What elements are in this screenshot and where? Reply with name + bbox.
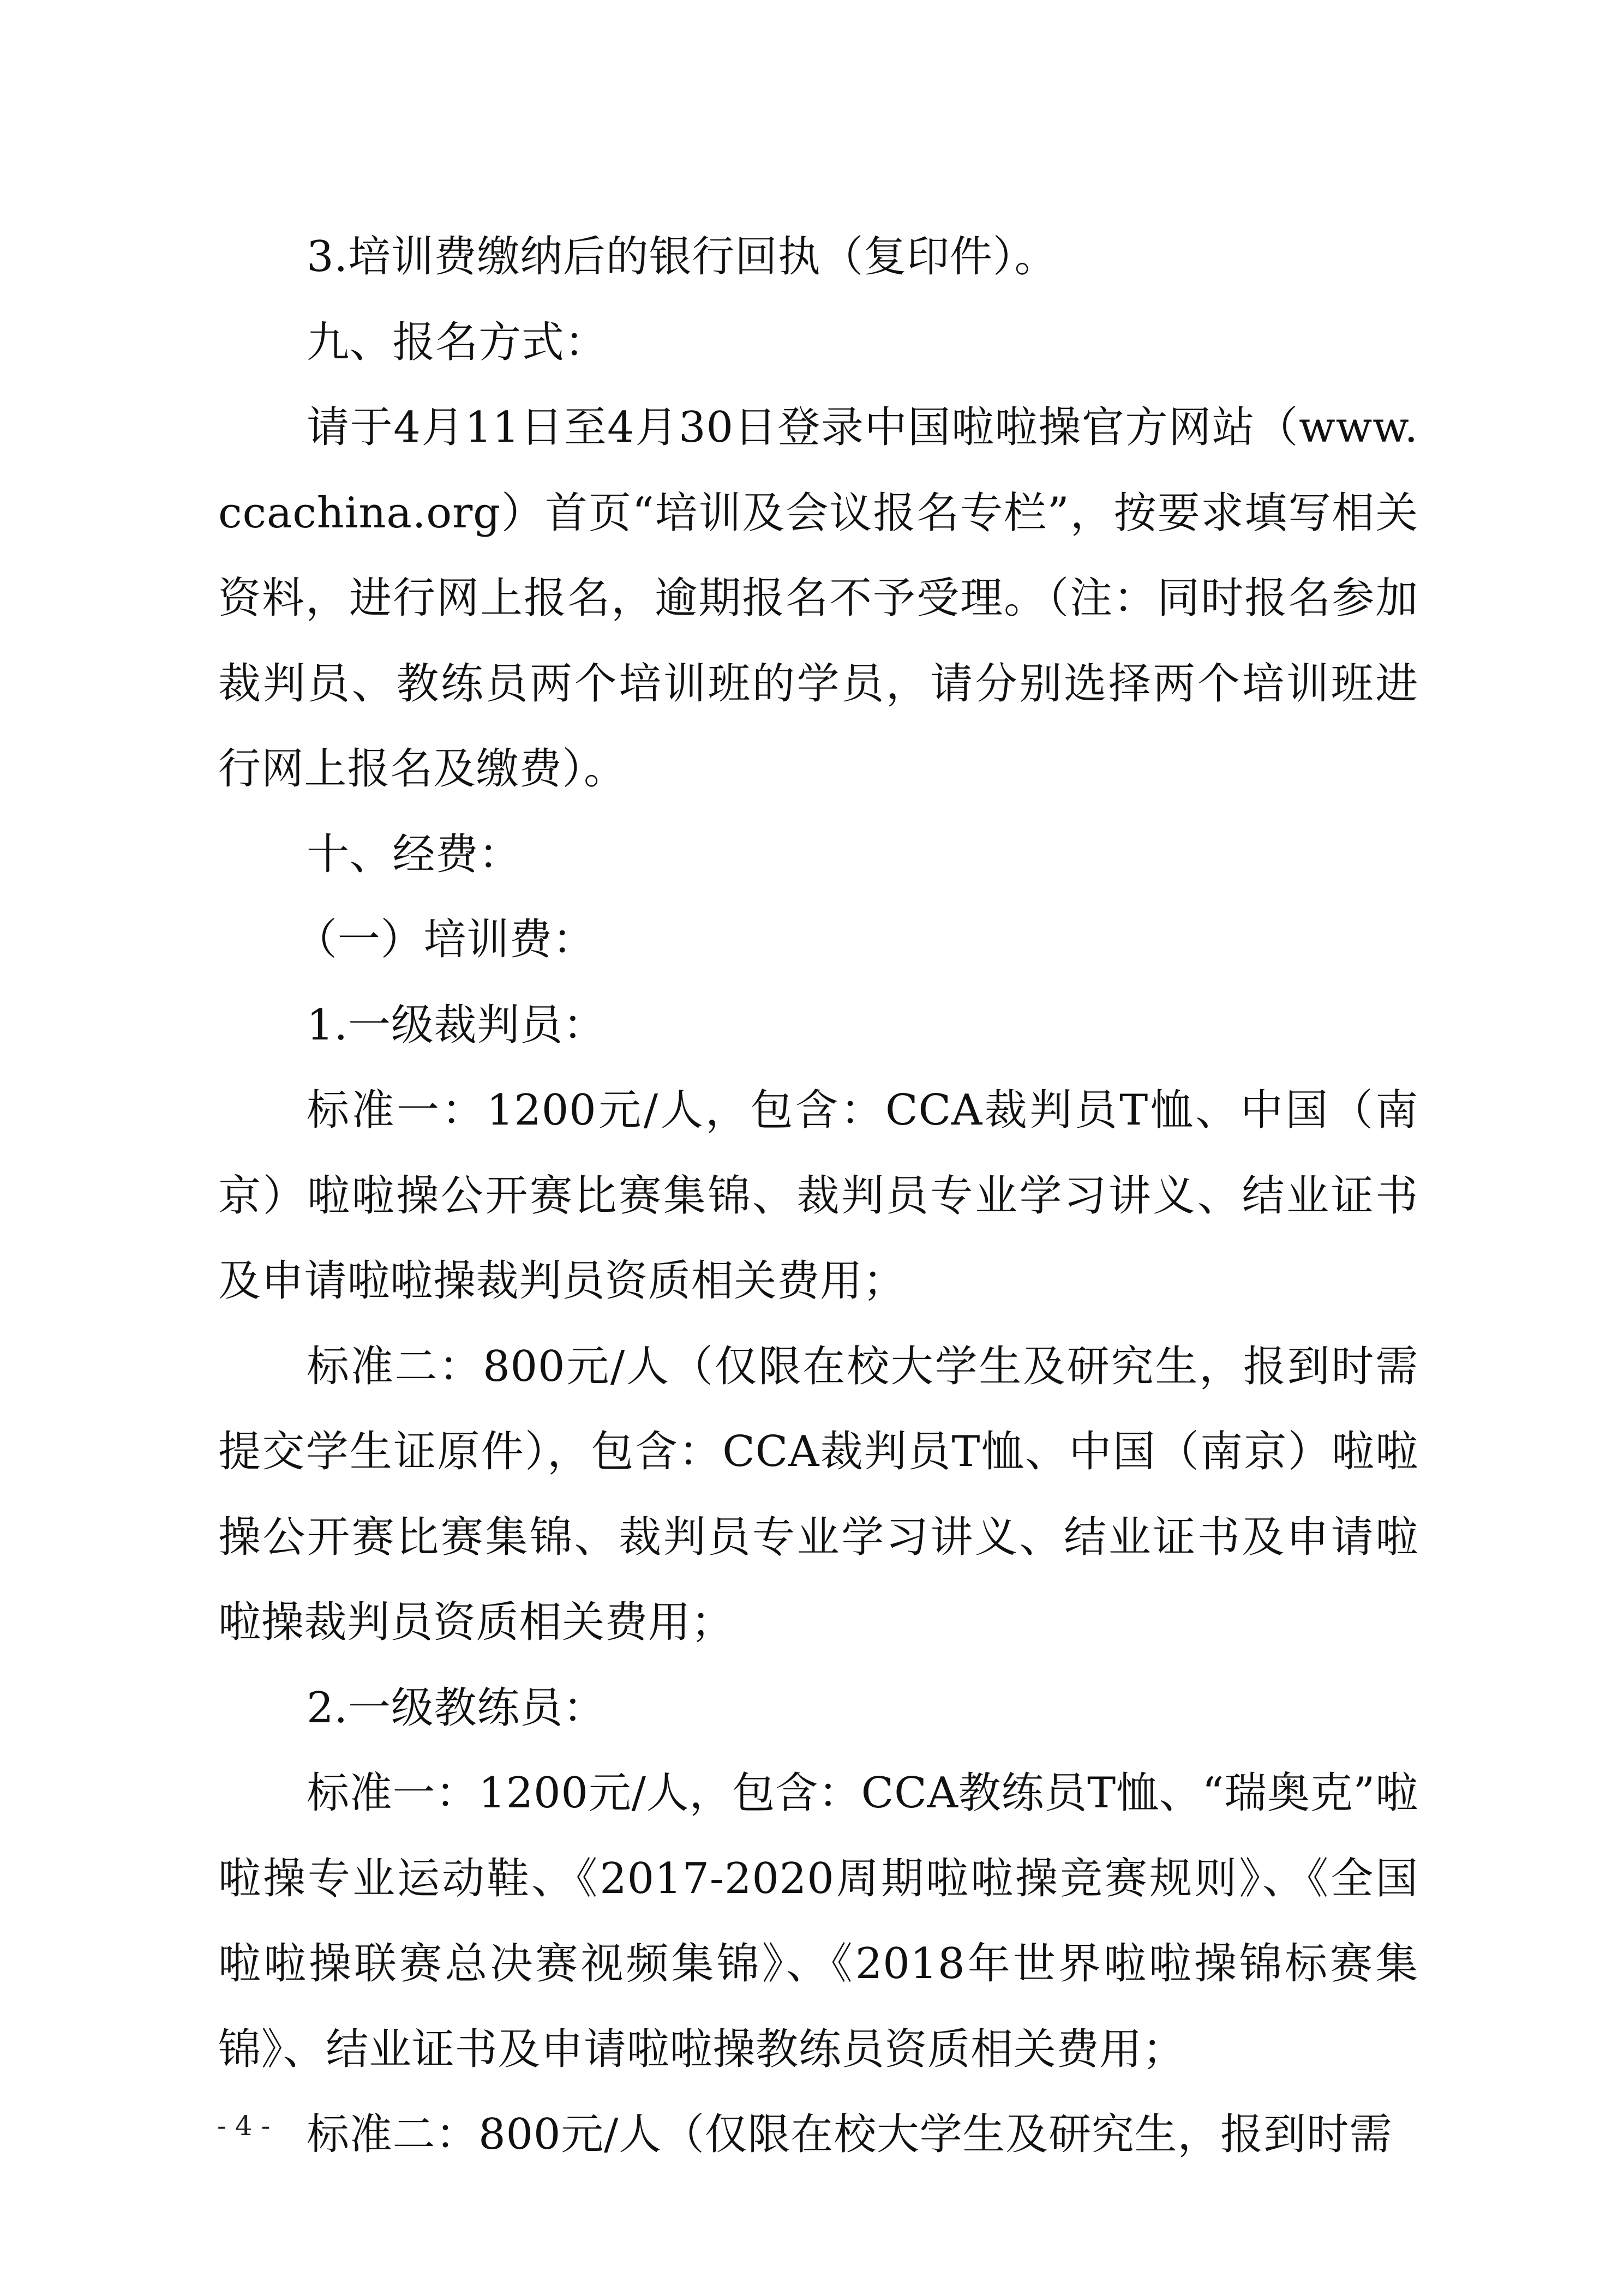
heading-registration-method: 九、报名方式： bbox=[307, 317, 608, 367]
paragraph-registration-details: 请于4月11日至4月30日登录中国啦啦操官方网站（www.ccachina.org）首页“培训及会议报名专栏”，按要求填写相关资料，进行网上报名，逾期报名不予受理。（注：同时报名参加裁判员、教练员两个培训班的学员，请分别选择两个培训班进行网上报名及缴费）。 bbox=[218, 403, 1418, 794]
item-level1-coach: 2.一级教练员： bbox=[307, 1683, 606, 1733]
subheading-training-fee: （一）培训费： bbox=[295, 915, 596, 964]
heading-funding: 十、经费： bbox=[307, 830, 522, 879]
paragraph-coach-standard-2: 标准二：800元/人（仅限在校大学生及研究生，报到时需 bbox=[307, 2110, 1393, 2159]
paragraph-referee-standard-2: 标准二：800元/人（仅限在校大学生及研究生，报到时需提交学生证原件），包含：CCA裁判员T恤、中国（南京）啦啦操公开赛比赛集锦、裁判员专业学习讲义、结业证书及申请啦啦操裁判员资质相关费用； bbox=[218, 1342, 1418, 1647]
paragraph-coach-standard-1: 标准一：1200元/人，包含：CCA教练员T恤、“瑞奥克”啦啦操专业运动鞋、《2017-2020周期啦啦操竞赛规则》、《全国啦啦操联赛总决赛视频集锦》、《2018年世界啦啦操锦标赛集锦》、结业证书及申请啦啦操教练员资质相关费用； bbox=[218, 1769, 1418, 2074]
document-body bbox=[218, 214, 1418, 2178]
paragraph-receipt-item: 3.培训费缴纳后的银行回执（复印件）。 bbox=[307, 232, 1058, 281]
paragraph-referee-standard-1: 标准一：1200元/人，包含：CCA裁判员T恤、中国（南京）啦啦操公开赛比赛集锦、裁判员专业学习讲义、结业证书及申请啦啦操裁判员资质相关费用； bbox=[218, 1086, 1418, 1306]
item-level1-referee: 1.一级裁判员： bbox=[307, 1000, 606, 1050]
page-number: - 4 - bbox=[217, 2110, 271, 2142]
